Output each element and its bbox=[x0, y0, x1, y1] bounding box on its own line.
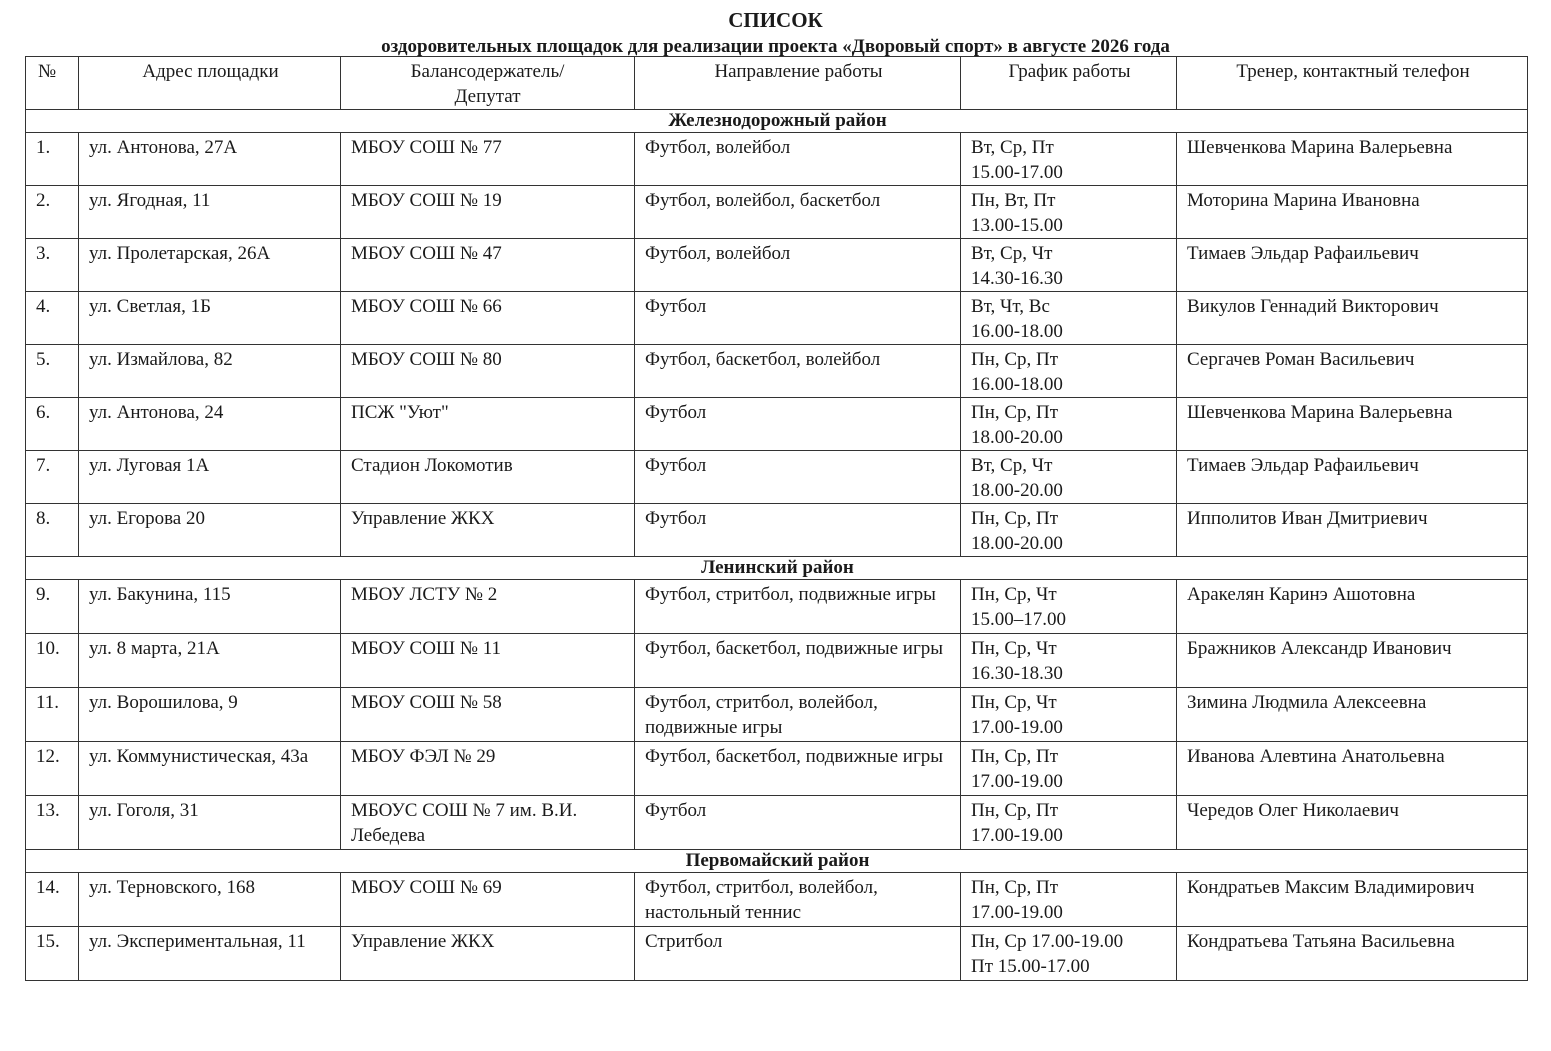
row-trainer: Иванова Алевтина Анатольевна bbox=[1177, 742, 1528, 796]
schedule-days: Пн, Ср, Пт bbox=[971, 349, 1059, 370]
schedule-time: 17.00-19.00 bbox=[971, 717, 1063, 738]
row-holder: МБОУ СОШ № 58 bbox=[341, 688, 635, 742]
schedule-time: 17.00-19.00 bbox=[971, 825, 1063, 846]
row-schedule bbox=[961, 133, 1177, 186]
row-direction: Футбол bbox=[635, 796, 961, 850]
row-direction: Футбол, стритбол, подвижные игры bbox=[635, 580, 961, 634]
row-direction: Футбол, стритбол, волейбол, настольный теннис bbox=[635, 873, 961, 927]
row-address: ул. Терновского, 168 bbox=[79, 873, 341, 927]
schedule-days: Вт, Ср, Чт bbox=[971, 243, 1053, 264]
row-trainer: Ипполитов Иван Дмитриевич bbox=[1177, 504, 1528, 557]
row-holder: МБОУ СОШ № 77 bbox=[341, 133, 635, 186]
row-num: 12. bbox=[26, 742, 79, 796]
row-address: ул. Экспериментальная, 11 bbox=[79, 927, 341, 981]
row-num: 9. bbox=[26, 580, 79, 634]
row-direction: Футбол, волейбол bbox=[635, 239, 961, 292]
row-holder: МБОУ СОШ № 69 bbox=[341, 873, 635, 927]
schedule-time: 17.00-19.00 bbox=[971, 902, 1063, 923]
table-row bbox=[26, 873, 1528, 927]
sites-table bbox=[25, 56, 1528, 981]
row-schedule bbox=[961, 398, 1177, 451]
row-direction: Стритбол bbox=[635, 927, 961, 981]
row-num: 10. bbox=[26, 634, 79, 688]
schedule-days: Вт, Ср, Пт bbox=[971, 137, 1054, 158]
table-row bbox=[26, 742, 1528, 796]
row-holder: МБОУ СОШ № 11 bbox=[341, 634, 635, 688]
header-trainer: Тренер, контактный телефон bbox=[1177, 57, 1528, 110]
row-holder: ПСЖ "Уют" bbox=[341, 398, 635, 451]
row-holder: МБОУ ЛСТУ № 2 bbox=[341, 580, 635, 634]
row-num: 6. bbox=[26, 398, 79, 451]
row-schedule bbox=[961, 186, 1177, 239]
header-schedule: График работы bbox=[961, 57, 1177, 110]
table-row bbox=[26, 580, 1528, 634]
schedule-time: 18.00-20.00 bbox=[971, 533, 1063, 554]
table-row bbox=[26, 927, 1528, 981]
table-body bbox=[26, 110, 1528, 981]
row-direction: Футбол bbox=[635, 504, 961, 557]
row-address: ул. Егорова 20 bbox=[79, 504, 341, 557]
row-holder: Стадион Локомотив bbox=[341, 451, 635, 504]
row-schedule bbox=[961, 634, 1177, 688]
row-num: 2. bbox=[26, 186, 79, 239]
schedule-days: Пн, Ср, Чт bbox=[971, 638, 1057, 659]
row-schedule bbox=[961, 580, 1177, 634]
row-holder: МБОУ СОШ № 66 bbox=[341, 292, 635, 345]
schedule-time: 15.00-17.00 bbox=[971, 162, 1063, 183]
row-num: 11. bbox=[26, 688, 79, 742]
table-row bbox=[26, 239, 1528, 292]
row-address: ул. Ворошилова, 9 bbox=[79, 688, 341, 742]
schedule-days: Пн, Ср 17.00-19.00 bbox=[971, 931, 1124, 952]
row-num: 3. bbox=[26, 239, 79, 292]
schedule-time: 15.00–17.00 bbox=[971, 609, 1066, 630]
header-num: № bbox=[26, 57, 79, 110]
table-row bbox=[26, 634, 1528, 688]
row-holder: МБОУС СОШ № 7 им. В.И. Лебедева bbox=[341, 796, 635, 850]
row-trainer: Чередов Олег Николаевич bbox=[1177, 796, 1528, 850]
row-holder: Управление ЖКХ bbox=[341, 927, 635, 981]
row-schedule bbox=[961, 345, 1177, 398]
row-address: ул. Ягодная, 11 bbox=[79, 186, 341, 239]
district-row bbox=[26, 557, 1528, 580]
row-schedule bbox=[961, 796, 1177, 850]
schedule-days: Пн, Ср, Пт bbox=[971, 402, 1059, 423]
row-num: 14. bbox=[26, 873, 79, 927]
schedule-days: Вт, Чт, Вс bbox=[971, 296, 1050, 317]
district-row bbox=[26, 850, 1528, 873]
district-name: Железнодорожный район bbox=[26, 110, 1528, 133]
schedule-time: 17.00-19.00 bbox=[971, 771, 1063, 792]
row-trainer: Зимина Людмила Алексеевна bbox=[1177, 688, 1528, 742]
district-name: Первомайский район bbox=[26, 850, 1528, 873]
schedule-time: 18.00-20.00 bbox=[971, 427, 1063, 448]
row-num: 8. bbox=[26, 504, 79, 557]
row-trainer: Викулов Геннадий Викторович bbox=[1177, 292, 1528, 345]
row-trainer: Кондратьев Максим Владимирович bbox=[1177, 873, 1528, 927]
row-direction: Футбол, баскетбол, волейбол bbox=[635, 345, 961, 398]
table-row bbox=[26, 133, 1528, 186]
table-row bbox=[26, 292, 1528, 345]
row-address: ул. Измайлова, 82 bbox=[79, 345, 341, 398]
row-num: 5. bbox=[26, 345, 79, 398]
schedule-days: Пн, Ср, Пт bbox=[971, 877, 1059, 898]
row-direction: Футбол, стритбол, волейбол, подвижные игры bbox=[635, 688, 961, 742]
schedule-days: Пн, Ср, Пт bbox=[971, 800, 1059, 821]
row-trainer: Шевченкова Марина Валерьевна bbox=[1177, 398, 1528, 451]
schedule-days: Пн, Ср, Пт bbox=[971, 508, 1059, 529]
row-direction: Футбол, баскетбол, подвижные игры bbox=[635, 742, 961, 796]
row-holder: МБОУ СОШ № 80 bbox=[341, 345, 635, 398]
district-row bbox=[26, 110, 1528, 133]
schedule-days: Пн, Ср, Чт bbox=[971, 584, 1057, 605]
row-holder: МБОУ СОШ № 19 bbox=[341, 186, 635, 239]
row-address: ул. Пролетарская, 26А bbox=[79, 239, 341, 292]
schedule-time: 16.00-18.00 bbox=[971, 374, 1063, 395]
row-address: ул. Луговая 1А bbox=[79, 451, 341, 504]
schedule-days: Пн, Ср, Пт bbox=[971, 746, 1059, 767]
header-holder: Балансодержатель/ Депутат bbox=[341, 57, 635, 110]
row-address: ул. Коммунистическая, 43а bbox=[79, 742, 341, 796]
row-direction: Футбол, волейбол, баскетбол bbox=[635, 186, 961, 239]
row-trainer: Кондратьева Татьяна Васильевна bbox=[1177, 927, 1528, 981]
row-num: 4. bbox=[26, 292, 79, 345]
row-address: ул. Антонова, 24 bbox=[79, 398, 341, 451]
row-schedule bbox=[961, 504, 1177, 557]
table-row bbox=[26, 451, 1528, 504]
table-row bbox=[26, 345, 1528, 398]
row-address: ул. Гоголя, 31 bbox=[79, 796, 341, 850]
schedule-time: 16.30-18.30 bbox=[971, 663, 1063, 684]
schedule-days: Пн, Ср, Чт bbox=[971, 692, 1057, 713]
row-num: 7. bbox=[26, 451, 79, 504]
schedule-time: 16.00-18.00 bbox=[971, 321, 1063, 342]
row-schedule bbox=[961, 239, 1177, 292]
row-address: ул. Светлая, 1Б bbox=[79, 292, 341, 345]
table-row bbox=[26, 688, 1528, 742]
row-num: 13. bbox=[26, 796, 79, 850]
row-holder: Управление ЖКХ bbox=[341, 504, 635, 557]
row-num: 1. bbox=[26, 133, 79, 186]
row-direction: Футбол bbox=[635, 451, 961, 504]
row-holder: МБОУ СОШ № 47 bbox=[341, 239, 635, 292]
schedule-days: Вт, Ср, Чт bbox=[971, 455, 1053, 476]
table-row bbox=[26, 186, 1528, 239]
row-holder: МБОУ ФЭЛ № 29 bbox=[341, 742, 635, 796]
row-direction: Футбол bbox=[635, 398, 961, 451]
row-address: ул. 8 марта, 21А bbox=[79, 634, 341, 688]
table-row bbox=[26, 504, 1528, 557]
row-direction: Футбол bbox=[635, 292, 961, 345]
header-direction: Направление работы bbox=[635, 57, 961, 110]
row-trainer: Бражников Александр Иванович bbox=[1177, 634, 1528, 688]
row-address: ул. Антонова, 27А bbox=[79, 133, 341, 186]
row-trainer: Моторина Марина Ивановна bbox=[1177, 186, 1528, 239]
schedule-time: 18.00-20.00 bbox=[971, 480, 1063, 501]
row-schedule bbox=[961, 927, 1177, 981]
row-schedule bbox=[961, 292, 1177, 345]
row-schedule bbox=[961, 742, 1177, 796]
schedule-time: 14.30-16.30 bbox=[971, 268, 1063, 289]
header-address: Адрес площадки bbox=[79, 57, 341, 110]
row-direction: Футбол, баскетбол, подвижные игры bbox=[635, 634, 961, 688]
row-schedule bbox=[961, 451, 1177, 504]
schedule-time: 13.00-15.00 bbox=[971, 215, 1063, 236]
table-header-row bbox=[26, 57, 1528, 110]
row-trainer: Тимаев Эльдар Рафаильевич bbox=[1177, 451, 1528, 504]
table-row bbox=[26, 398, 1528, 451]
schedule-time: Пт 15.00-17.00 bbox=[971, 956, 1090, 977]
row-schedule bbox=[961, 873, 1177, 927]
document-subtitle: оздоровительных площадок для реализации проекта «Дворовый спорт» в августе 2026 года bbox=[381, 36, 1170, 57]
row-trainer: Аракелян Каринэ Ашотовна bbox=[1177, 580, 1528, 634]
row-direction: Футбол, волейбол bbox=[635, 133, 961, 186]
row-trainer: Тимаев Эльдар Рафаильевич bbox=[1177, 239, 1528, 292]
row-address: ул. Бакунина, 115 bbox=[79, 580, 341, 634]
table-row bbox=[26, 796, 1528, 850]
document-title: СПИСОК bbox=[728, 8, 823, 32]
row-trainer: Шевченкова Марина Валерьевна bbox=[1177, 133, 1528, 186]
schedule-days: Пн, Вт, Пт bbox=[971, 190, 1056, 211]
row-num: 15. bbox=[26, 927, 79, 981]
row-trainer: Сергачев Роман Васильевич bbox=[1177, 345, 1528, 398]
row-schedule bbox=[961, 688, 1177, 742]
district-name: Ленинский район bbox=[26, 557, 1528, 580]
